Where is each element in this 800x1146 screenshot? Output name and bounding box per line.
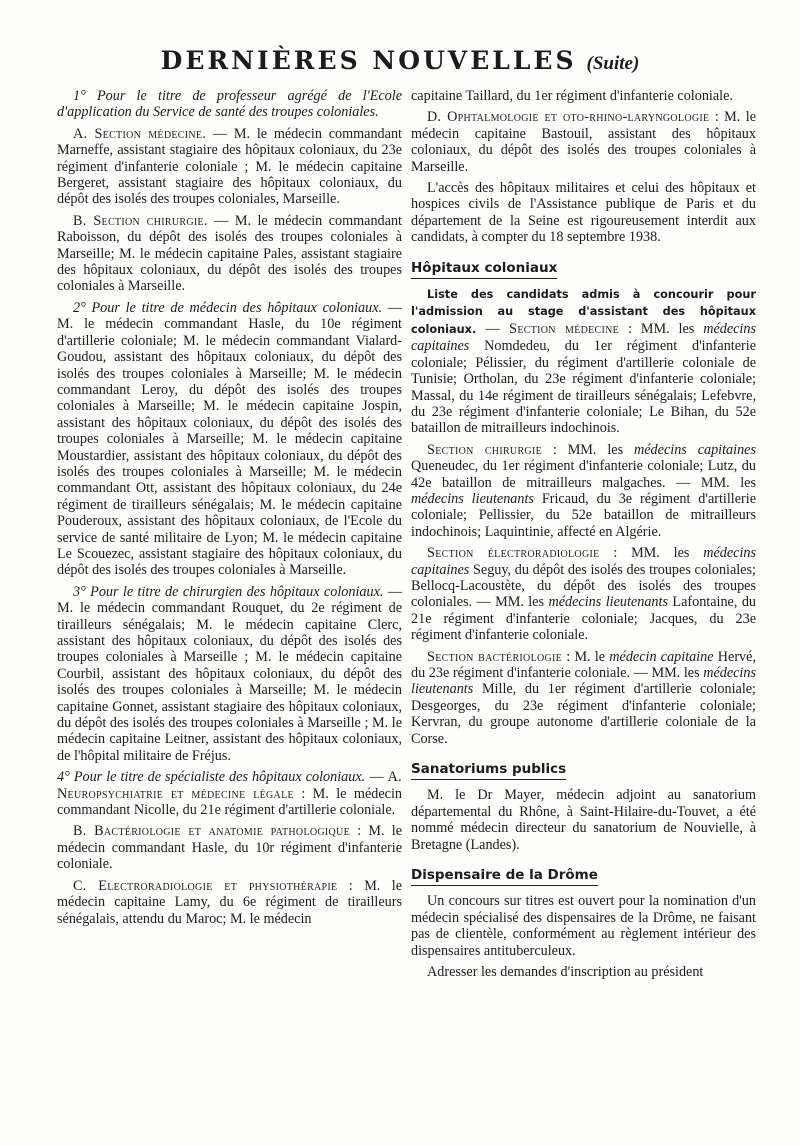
candidats-bacterio-rank-2: médecins lieutenants	[411, 665, 756, 698]
neuropsychiatrie-label: — A. Neuropsychiatrie et médecine légale	[57, 769, 402, 802]
chirurgien-hopitaux-text: — M. le médecin commandant Rouquet, du 2e régiment de tirailleurs sénégalais; M. le médecin capitaine Clerc, assistant des hôpitaux coloniaux, du dépôt des isolés des troupes coloniales à Marseille ; M. le médecin capitaine Courbil, assistant des hôpitaux coloniaux, du dépôt des isolés des troupes coloniales à Marseille; M. le médecin capitaine Gonnet, assistant stagiaire des hôpitaux coloniaux, du dépôt des isolés des troupes coloniales à Marseille ; M. le médecin capitaine Leitner, assistant des hôpitaux coloniaux, de l'hôpital militaire de Fréjus.	[57, 583, 403, 764]
neuropsychiatrie-text: : M. le médecin commandant Nicolle, du 21e régiment d'artillerie coloniale.	[57, 785, 402, 819]
paragraph-section-medecine	[57, 126, 402, 208]
paragraph-electroradiologie	[57, 878, 402, 927]
paragraph-concours-titres: Un concours sur titres est ouvert pour la nomination d'un médecin spécialisé des dispensaires de la Drôme, ne faisant pas de clientèle, conformément au règlement intérieur des dispensaires antituberculeux.	[411, 893, 756, 959]
ophtalmologie-text: : M. le médecin capitaine Bastouil, assistant des hôpitaux coloniaux, du dépôt des isolés des troupes coloniales à Marseille.	[411, 109, 756, 175]
paragraph-agrege-intro: 1° Pour le titre de professeur agrégé de l'Ecole d'application du Service de santé des troupes coloniales.	[57, 88, 402, 121]
heading-hopitaux-coloniaux: Hôpitaux coloniaux	[411, 260, 557, 279]
candidats-bacterio-text-b: Hervé, du 23e régiment d'infanterie coloniale. — MM. les	[411, 648, 756, 681]
candidats-electro-text-c: Lafontaine, du 21e régiment d'infanterie coloniale; Jacques, du 23e régiment d'infanterie coloniale.	[411, 594, 757, 644]
bacteriologie-text: : M. le médecin commandant Hasle, du 10r régiment d'infanterie coloniale.	[57, 823, 402, 873]
paragraph-candidats-electroradiologie	[411, 545, 756, 643]
candidats-electro-label: Section électroradiologie	[427, 545, 600, 562]
page-title-suite: (Suite)	[586, 53, 640, 74]
left-column	[57, 88, 402, 932]
paragraph-medecin-hopitaux	[57, 300, 402, 579]
candidats-chirurgie-text-c: Fricaud, du 3e régiment d'artillerie coloniale; Pellissier, du 52e bataillon de mitrailleurs indochinois; Laquintinie, affecté en Algérie.	[411, 490, 757, 540]
paragraph-demandes-inscription: Adresser les demandes d'inscription au président	[427, 964, 704, 981]
section-medecine-candidats-label: — Section médecine	[476, 320, 620, 337]
section-medecine-text: — M. le médecin commandant Marneffe, assistant stagiaire des hôpitaux coloniaux, du 23e régiment d'infanterie coloniale ; M. le médecin capitaine Bergeret, assistant stagiaire des hôpitaux coloniaux, du dépôt des isolés des troupes coloniales, Marseille.	[57, 125, 402, 208]
electroradiologie-label: C. Electroradiologie et physiothérapie	[73, 877, 338, 894]
candidats-electro-rank-1: médecins capitaines	[411, 545, 757, 578]
candidats-chirurgie-rank-2: médecins lieutenants	[411, 490, 534, 507]
candidats-electro-text-b: Seguy, du dépôt des isolés des troupes coloniales; Bellocq-Lacoustète, du dépôt des isolés des troupes coloniales. — MM. les	[411, 561, 756, 611]
paragraph-bacteriologie	[57, 823, 402, 872]
medecin-hopitaux-intro: 2° Pour le titre de médecin des hôpitaux coloniaux.	[73, 299, 383, 316]
candidats-chirurgie-rank-1: médecins capitaines	[634, 441, 757, 458]
specialiste-hopitaux-intro: 4° Pour le titre de spécialiste des hôpitaux coloniaux.	[57, 769, 366, 786]
heading-sanatoriums-publics: Sanatoriums publics	[411, 761, 566, 780]
candidats-bacterio-text-c: Mille, du 1er régiment d'artillerie coloniale; Desgeorges, du 23e régiment d'infanterie coloniale; Kervran, du groupe autonome d'artillerie coloniale de la Corse.	[411, 681, 756, 747]
paragraph-chirurgien-hopitaux	[57, 584, 402, 764]
paragraph-ophtalmologie	[411, 109, 756, 175]
right-column	[411, 88, 756, 986]
ophtalmologie-label: D. Ophtalmologie et oto-rhino-laryngologie	[427, 109, 710, 126]
heading-dispensaire-drome: Dispensaire de la Drôme	[411, 867, 598, 886]
candidats-bacterio-text-a: : M. le	[562, 648, 610, 665]
page-title: DERNIÈRES NOUVELLES	[160, 46, 577, 75]
paragraph-section-chirurgie	[57, 213, 402, 295]
paragraph-sanatorium-mayer: M. le Dr Mayer, médecin adjoint au sanatorium départemental du Rhône, à Saint-Hilaire-du-Touvet, a été nommé médecin directeur du sanatorium de Nouvielle, à Bretagne (Landes).	[411, 787, 756, 853]
section-chirurgie-text: — M. le médecin commandant Raboisson, du dépôt des isolés des troupes coloniales à Marseille; M. le médecin capitaine Pales, assistant stagiaire des hôpitaux coloniaux, du dépôt des isolés des troupes coloniales à Marseille.	[57, 212, 402, 295]
candidats-bacterio-rank-1: médecin capitaine	[609, 648, 714, 665]
candidats-medecine-text-b: Nomdedeu, du 1er régiment d'infanterie coloniale; Pélissier, du régiment d'artillerie coloniale de Tunisie; Ortholan, du 23e régiment d'infanterie coloniale; Massal, du 14e régiment de tirailleurs sénégalais; Lefebvre, du 23e régiment d'infanterie coloniale; Le Bihan, du 52e bataillon de mitrailleurs indochinois.	[411, 338, 756, 437]
electroradiologie-text: : M. le médecin capitaine Lamy, du 6e régiment de tirailleurs sénégalais, attendu du Maroc; M. le médecin	[57, 877, 402, 927]
page-header	[0, 46, 800, 75]
bacteriologie-label: B. Bactériologie et anatomie pathologique	[73, 823, 350, 840]
paragraph-liste-candidats	[411, 286, 756, 437]
chirurgien-hopitaux-intro: 3° Pour le titre de chirurgien des hôpitaux coloniaux.	[73, 583, 384, 600]
candidats-medecine-text-a: : MM. les	[619, 320, 704, 337]
liste-candidats-lead: Liste des candidats admis à concourir pour l'admission au stage d'assistant des hôpitaux coloniaux.	[411, 288, 756, 336]
candidats-electro-text-a: : MM. les	[599, 545, 704, 562]
candidats-chirurgie-text-b: Queneudec, du 1er régiment d'infanterie coloniale; Lutz, du 42e bataillon de mitrailleurs malgaches. — MM. les	[411, 458, 756, 491]
candidats-medecine-rank: médecins capitaines	[411, 320, 756, 355]
candidats-bacterio-label: Section bactériologie	[427, 648, 563, 665]
candidats-chirurgie-label: Section chirurgie	[427, 441, 542, 458]
candidats-electro-rank-2: médecins lieutenants	[548, 594, 668, 611]
candidats-chirurgie-text-a: : MM. les	[541, 441, 635, 458]
paragraph-candidats-chirurgie	[411, 442, 756, 540]
paragraph-acces-hopitaux: L'accès des hôpitaux militaires et celui des hôpitaux et hospices civils de l'Assistance publique de Paris et du département de la Seine est rigoureusement interdit aux candidats, à compter du 18 septembre 1938.	[411, 180, 756, 246]
medecin-hopitaux-text: — M. le médecin commandant Hasle, du 10e régiment d'artillerie coloniale; M. le médecin commandant Vialard-Goudou, assistant des hôpitaux coloniaux, du dépôt des isolés des troupes coloniales à Marseille; M. le médecin commandant Leroy, du dépôt des isolés des troupes coloniales à Marseille; M. le médecin capitaine Jospin, assistant des hôpitaux coloniaux, du dépôt des isolés des troupes coloniales à Marseille; M. le médecin capitaine Moustardier, assistant des hôpitaux coloniaux, du dépôt des isolés des troupes coloniales à Marseille; M. le médecin commandant Ott, assistant des hôpitaux coloniaux, du 24e régiment de tirailleurs sénégalais; M. le médecin capitaine Pouderoux, assistant des hôpitaux coloniaux, de l'Ecole du service de santé militaire de Lyon; M. le médecin capitaine Le Scouezec, assistant stagiaire des hôpitaux coloniaux, du dépôt des isolés des troupes coloniales à Marseille.	[57, 299, 402, 579]
paragraph-specialiste-hopitaux	[57, 769, 402, 818]
section-chirurgie-label: B. Section chirurgie.	[73, 212, 208, 229]
paragraph-taillard: capitaine Taillard, du 1er régiment d'infanterie coloniale.	[411, 88, 733, 104]
paragraph-candidats-bacteriologie	[411, 649, 756, 747]
section-medecine-label: A. Section médecine.	[73, 125, 207, 142]
